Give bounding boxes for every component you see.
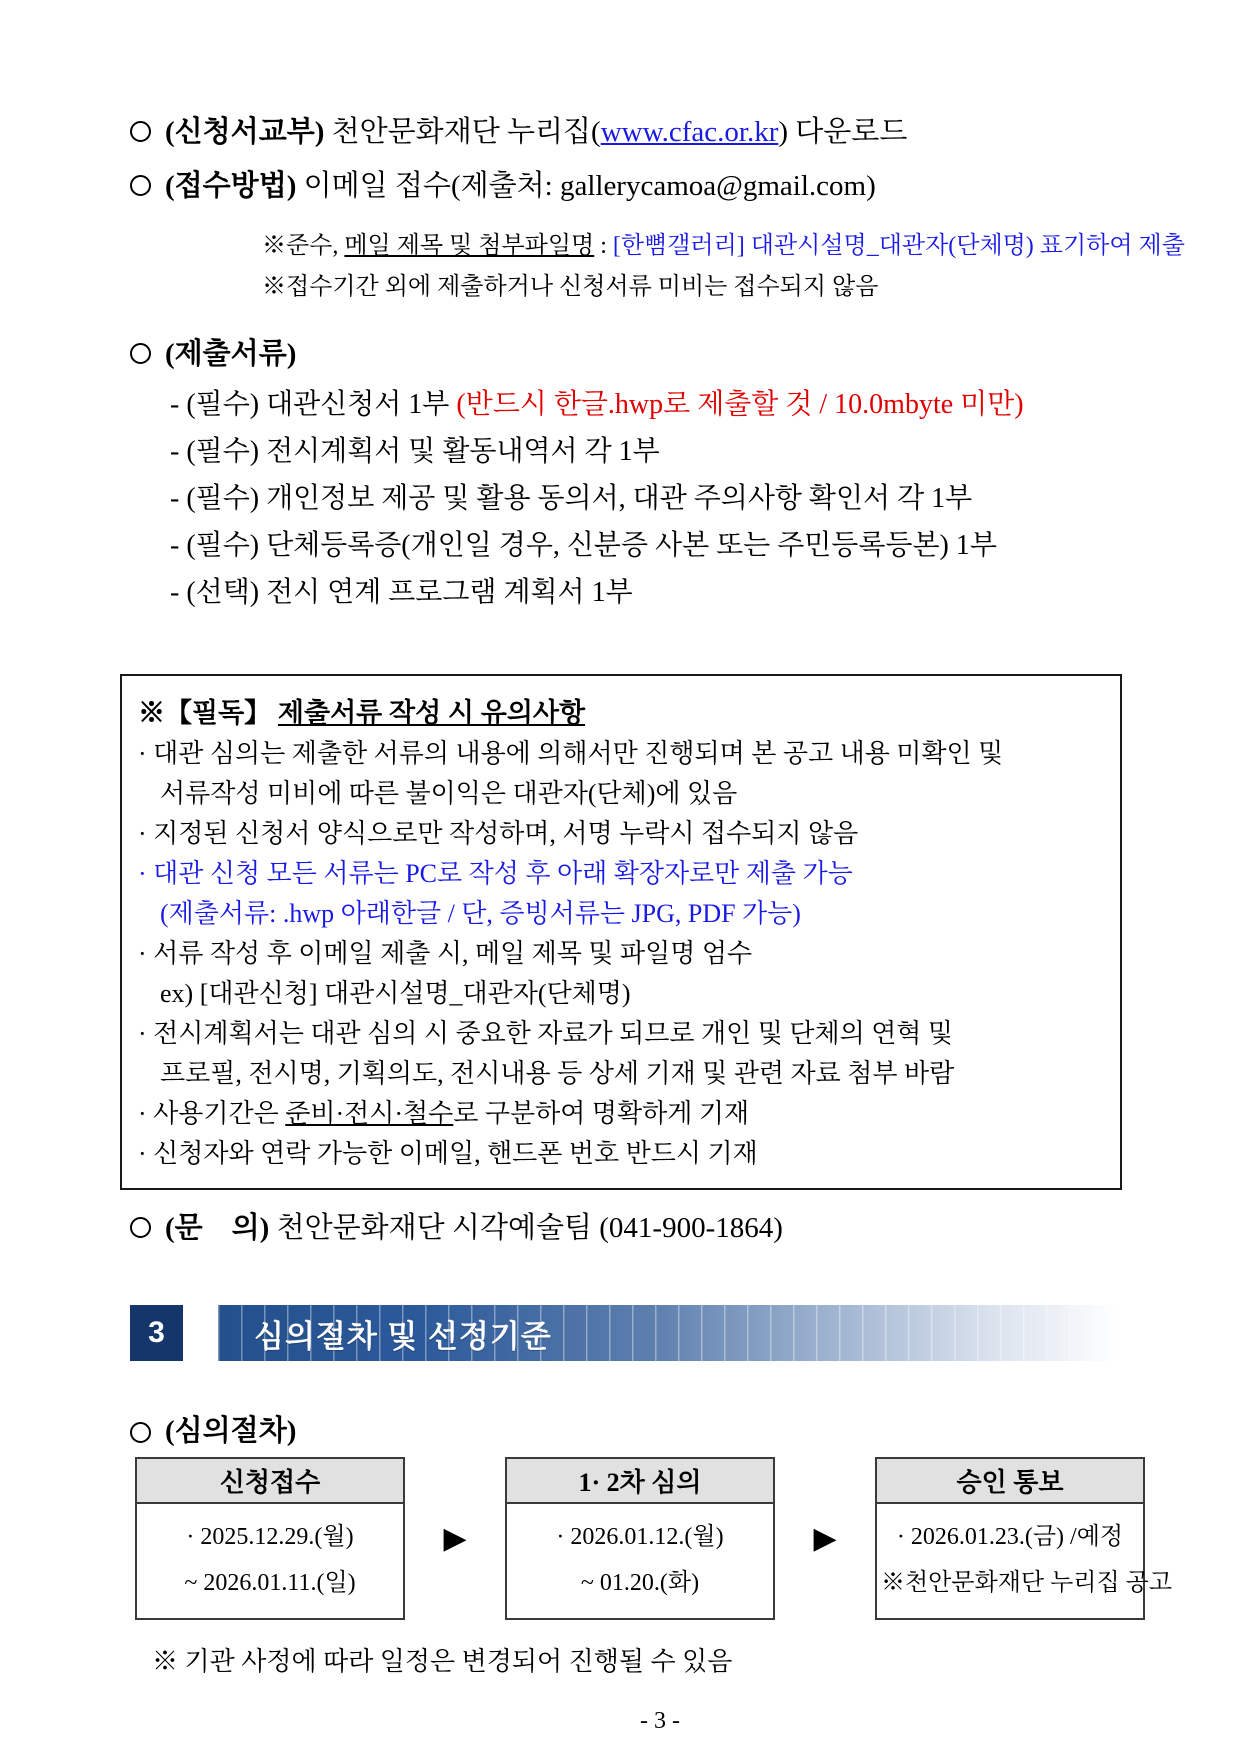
step-date: · 2026.01.12.(월) [556, 1524, 724, 1550]
circle-bullet-icon [130, 1217, 151, 1238]
distribution-line [130, 112, 1190, 153]
procedure-label: (심의절차) [165, 1415, 297, 1447]
doc-item-text: - (필수) 대관신청서 1부 [170, 389, 457, 420]
notice-box [120, 674, 1122, 1190]
page-number: - 3 - [640, 1708, 680, 1734]
note1-separator: : [594, 233, 613, 259]
method-label: (접수방법) [165, 170, 297, 202]
note1-highlight: [한뼘갤러리] 대관시설명_대관자(단체명) 표기하여 제출 [612, 233, 1185, 259]
contact-text: 천안문화재단 시각예술팀 (041-900-1864) [269, 1212, 783, 1244]
method-text [165, 166, 876, 207]
dot-bullet: · [138, 939, 154, 968]
circle-bullet-icon [130, 1422, 151, 1443]
flow-arrow-cell [775, 1521, 875, 1556]
step-body [877, 1504, 1173, 1618]
notice-underlined-text: 준비·전시·철수 [285, 1099, 454, 1128]
step-body [137, 1504, 403, 1618]
notice-line [138, 1094, 1102, 1134]
doc-item-red-note: (반드시 한글.hwp로 제출할 것 / 10.0mbyte 미만) [456, 389, 1024, 420]
schedule-change-note: ※ 기관 사정에 따라 일정은 변경되어 진행될 수 있음 [152, 1647, 733, 1676]
distribution-after-link: ) 다운로드 [778, 116, 908, 148]
dot-bullet: · [138, 739, 154, 768]
notice-line [138, 854, 1102, 894]
contact-text-wrap [165, 1208, 783, 1249]
right-arrow-icon: ▶ [443, 1521, 467, 1556]
doc-item [130, 475, 1190, 522]
procedure-heading [130, 1413, 1190, 1449]
doc-item-text: - (필수) 개인정보 제공 및 활용 동의서, 대관 주의사항 확인서 각 1부 [170, 483, 973, 514]
submit-docs-label: (제출서류) [165, 338, 297, 370]
note1-marker: ※준수, [262, 233, 345, 259]
step-header: 신청접수 [137, 1459, 403, 1504]
method-body: 이메일 접수(제출처: gallerycamoa@gmail.com) [296, 170, 876, 202]
contact-line [130, 1208, 1190, 1249]
step-note: ※천안문화재단 누리집 공고 [881, 1570, 1173, 1596]
notice-box-title [138, 692, 1102, 734]
step-date: · 2025.12.29.(월) [186, 1524, 354, 1550]
section-title: 심의절차 및 선정기준 [254, 1318, 552, 1354]
notice-line [138, 814, 1102, 854]
procedure-flow [135, 1457, 1173, 1620]
notice-text: 대관 신청 모든 서류는 PC로 작성 후 아래 확장자로만 제출 가능 [153, 859, 853, 888]
step-body [507, 1504, 773, 1618]
flow-arrow-cell [405, 1521, 505, 1556]
notice-line [138, 894, 1102, 934]
submit-docs-heading [130, 334, 1190, 375]
contact-label: (문 의) [165, 1212, 270, 1244]
flow-step-review [505, 1457, 775, 1620]
website-link[interactable]: www.cfac.or.kr [600, 116, 779, 148]
doc-item [130, 569, 1190, 616]
note1-underlined: 메일 제목 및 첨부파일명 [344, 233, 595, 259]
dot-bullet: · [138, 859, 154, 888]
doc-item-text: - (필수) 전시계획서 및 활동내역서 각 1부 [170, 436, 660, 467]
step-date: ~ 01.20.(화) [580, 1570, 700, 1596]
section-title-bar [218, 1305, 1121, 1361]
dot-bullet: · [138, 1139, 154, 1168]
dot-bullet: · [138, 1019, 154, 1048]
notice-text: 대관 심의는 제출한 서류의 내용에 의해서만 진행되며 본 공고 내용 미확인 및 [153, 739, 1004, 768]
circle-bullet-icon [130, 343, 151, 364]
circle-bullet-icon [130, 175, 151, 196]
notice-text: 프로필, 전시명, 기획의도, 전시내용 등 상세 기재 및 관련 자료 첨부 바람 [160, 1059, 955, 1088]
notice-text: (제출서류: .hwp 아래한글 / 단, 증빙서류는 JPG, PDF 가능) [160, 899, 801, 928]
distribution-label: (신청서교부) [165, 116, 325, 148]
doc-item-text: - (필수) 단체등록증(개인일 경우, 신분증 사본 또는 주민등록등본) 1부 [170, 530, 997, 561]
notice-text: 서류 작성 후 이메일 제출 시, 메일 제목 및 파일명 엄수 [153, 939, 753, 968]
doc-item [130, 428, 1190, 475]
section-3-banner [130, 1305, 1190, 1361]
doc-item [130, 522, 1190, 569]
note-filename-rule [262, 229, 1190, 263]
step-header: 승인 통보 [877, 1459, 1143, 1504]
step-header: 1· 2차 심의 [507, 1459, 773, 1504]
notice-line [138, 1054, 1102, 1094]
section-gap [183, 1305, 218, 1361]
section-number-badge: 3 [130, 1305, 183, 1361]
doc-item [130, 381, 1190, 428]
dot-bullet: · [138, 819, 154, 848]
notice-text: ex) [대관신청] 대관시설명_대관자(단체명) [160, 979, 631, 1008]
notice-text: 전시계획서는 대관 심의 시 중요한 자료가 되므로 개인 및 단체의 연혁 및 [153, 1019, 954, 1048]
notice-line [138, 774, 1102, 814]
page-content [0, 112, 1240, 1735]
doc-item-text: - (선택) 전시 연계 프로그램 계획서 1부 [170, 577, 633, 608]
notice-line [138, 1014, 1102, 1054]
notice-text: 사용기간은 [153, 1099, 286, 1128]
notice-text: 서류작성 미비에 따른 불이익은 대관자(단체)에 있음 [160, 779, 738, 808]
notice-line [138, 974, 1102, 1014]
notice-line [138, 1134, 1102, 1174]
dot-bullet: · [138, 1099, 154, 1128]
flow-step-application [135, 1457, 405, 1620]
right-arrow-icon: ▶ [813, 1521, 837, 1556]
distribution-before-link: 천안문화재단 누리집( [324, 116, 601, 148]
notice-line [138, 934, 1102, 974]
notice-text: 로 구분하여 명확하게 기재 [453, 1099, 750, 1128]
notice-text: 지정된 신청서 양식으로만 작성하며, 서명 누락시 접수되지 않음 [153, 819, 859, 848]
note-deadline-rule: ※접수기간 외에 제출하거나 신청서류 미비는 접수되지 않음 [262, 274, 879, 300]
step-date: ~ 2026.01.11.(일) [184, 1570, 356, 1596]
notice-text: 신청자와 연락 가능한 이메일, 핸드폰 번호 반드시 기재 [153, 1139, 758, 1168]
notice-line [138, 734, 1102, 774]
method-line [130, 166, 1190, 207]
distribution-text [165, 112, 907, 153]
flow-step-approval [875, 1457, 1173, 1620]
submit-docs-list [130, 381, 1190, 616]
notice-title-text: 제출서류 작성 시 유의사항 [277, 698, 586, 728]
notice-title-marker: ※【필독】 [138, 698, 278, 728]
circle-bullet-icon [130, 121, 151, 142]
step-date: · 2026.01.23.(금) /예정 [896, 1524, 1124, 1550]
